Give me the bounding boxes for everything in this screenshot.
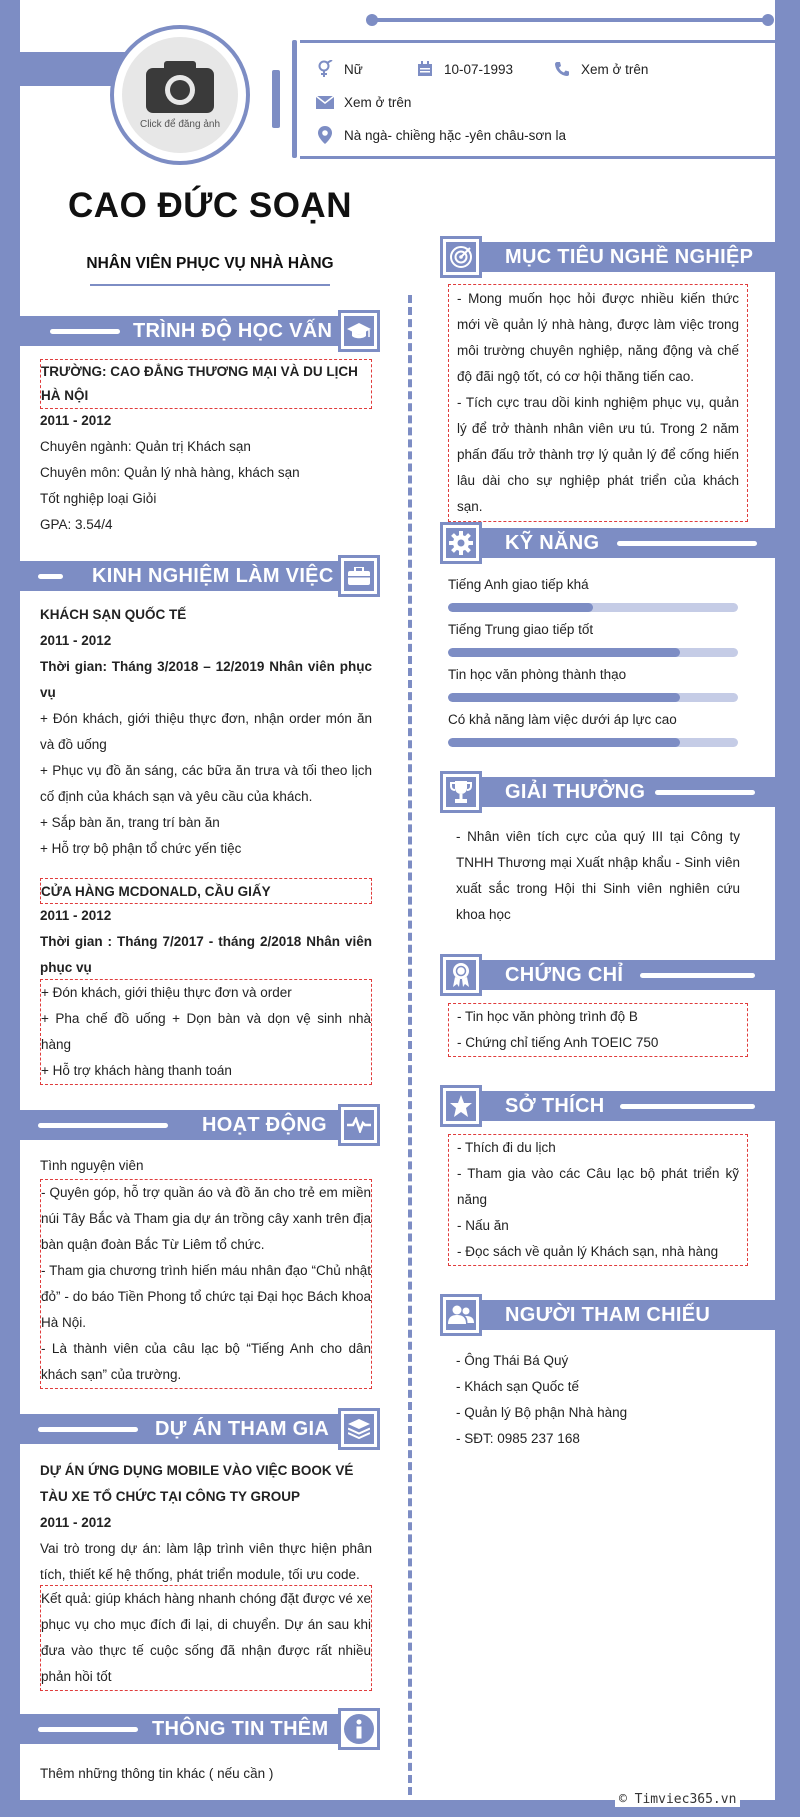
extra-info bbox=[40, 1761, 372, 1787]
footer-watermark: © Timviec365.vn bbox=[615, 1792, 740, 1807]
column-divider bbox=[408, 295, 412, 1795]
section-title: KINH NGHIỆM LÀM VIỆC bbox=[92, 565, 334, 587]
job-years: 2011 - 2012 bbox=[40, 908, 112, 923]
decor-bar bbox=[292, 40, 297, 158]
avatar-hint: Click để đăng ảnh bbox=[139, 118, 221, 130]
frame-top-dot bbox=[366, 14, 378, 26]
phone-value: Xem ở trên bbox=[581, 61, 649, 77]
objective-paragraph: - Mong muốn học hỏi được nhiều kiến thức mới về quản lý nhà hàng, được làm việc trong môi trường chuyên nghiệp, năng động và chế độ đãi ngộ tốt, có cơ hội thăng tiến cao. bbox=[457, 291, 739, 384]
activity-role bbox=[40, 1153, 372, 1179]
frame-top-dot bbox=[762, 14, 774, 26]
education-details bbox=[40, 408, 372, 538]
address-value: Nà ngà- chiềng hặc -yên châu-sơn la bbox=[344, 127, 566, 143]
skill-item bbox=[448, 622, 738, 657]
job-duty: + Hỗ trợ bộ phận tổ chức yến tiệc bbox=[40, 841, 242, 856]
activity-item: - Quyên góp, hỗ trợ quần áo và đồ ăn cho trẻ em miền núi Tây Bắc và Tham gia dự án trồng cây xanh trên địa bàn quận đoàn Bắc Từ Liêm tổ chức. bbox=[41, 1185, 371, 1252]
extra-info-text: Thêm những thông tin khác ( nếu cần ) bbox=[40, 1766, 274, 1781]
hobby-item: - Tham gia vào các Câu lạc bộ phát triển kỹ năng bbox=[457, 1166, 739, 1207]
skill-label: Tiếng Trung giao tiếp tốt bbox=[448, 622, 594, 637]
education-graduation: Tốt nghiệp loại Giỏi bbox=[40, 491, 157, 506]
activity-item: - Tham gia chương trình hiến máu nhân đạo “Chủ nhật đỏ” - do báo Tiền Phong tổ chức tại Đại học Bách khoa Hà Nội. bbox=[41, 1263, 371, 1330]
contact-line bbox=[300, 40, 775, 43]
education-years: 2011 - 2012 bbox=[40, 413, 112, 428]
certificate-item: - Chứng chỉ tiếng Anh TOEIC 750 bbox=[457, 1035, 659, 1050]
skill-item bbox=[448, 577, 738, 612]
contact-gender bbox=[316, 60, 363, 78]
trophy-icon bbox=[446, 777, 476, 807]
section-projects-header bbox=[20, 1408, 385, 1450]
section-education-header bbox=[20, 310, 385, 352]
layers-icon bbox=[344, 1414, 374, 1444]
certificate-item: - Tin học văn phòng trình độ B bbox=[457, 1009, 638, 1024]
job-1 bbox=[40, 602, 372, 862]
certificates-list bbox=[448, 1003, 748, 1057]
job-years: 2011 - 2012 bbox=[40, 633, 112, 648]
section-title: THÔNG TIN THÊM bbox=[152, 1718, 329, 1740]
users-icon bbox=[446, 1300, 476, 1330]
section-extra-header bbox=[20, 1708, 385, 1750]
activity-item: - Là thành viên của câu lạc bộ “Tiếng Anh cho dân khách sạn” của trường. bbox=[41, 1341, 371, 1382]
skill-bar bbox=[448, 693, 738, 702]
contact-birthday bbox=[416, 60, 513, 78]
skill-bar-fill bbox=[448, 693, 680, 702]
section-hobbies-header bbox=[440, 1085, 775, 1127]
project-result bbox=[40, 1585, 372, 1691]
skill-item bbox=[448, 712, 738, 747]
section-title: MỤC TIÊU NGHỀ NGHIỆP bbox=[505, 246, 754, 268]
phone-icon bbox=[553, 60, 571, 78]
section-objective-header bbox=[440, 236, 775, 278]
contact-email bbox=[316, 93, 411, 111]
reference-item: - Ông Thái Bá Quý bbox=[456, 1353, 569, 1368]
school-name-box bbox=[40, 359, 372, 409]
job-time: Thời gian: Tháng 3/2018 – 12/2019 Nhân viên phục vụ bbox=[40, 659, 372, 700]
project-details bbox=[40, 1458, 372, 1588]
section-title: SỞ THÍCH bbox=[505, 1095, 605, 1117]
hobby-item: - Nấu ăn bbox=[457, 1218, 509, 1233]
skill-bar bbox=[448, 648, 738, 657]
job-duty: + Đón khách, giới thiệu thực đơn và order bbox=[41, 985, 292, 1000]
gender-value: Nữ bbox=[344, 61, 363, 77]
job-2-header bbox=[40, 903, 372, 981]
email-icon bbox=[316, 93, 334, 111]
job-duty: + Đón khách, giới thiệu thực đơn, nhận order món ăn và đồ uống bbox=[40, 711, 372, 752]
activity-role-text: Tình nguyện viên bbox=[40, 1158, 144, 1173]
decor-bar bbox=[272, 70, 280, 128]
skill-label: Tin học văn phòng thành thạo bbox=[448, 667, 627, 682]
skill-bar-fill bbox=[448, 738, 680, 747]
education-gpa: GPA: 3.54/4 bbox=[40, 517, 113, 532]
skill-bar-fill bbox=[448, 603, 593, 612]
section-title: DỰ ÁN THAM GIA bbox=[155, 1418, 330, 1440]
job-duty: + Sắp bàn ăn, trang trí bàn ăn bbox=[40, 815, 220, 830]
star-icon bbox=[446, 1091, 476, 1121]
reference-item: - Khách sạn Quốc tế bbox=[456, 1379, 580, 1394]
education-major: Chuyên ngành: Quản trị Khách sạn bbox=[40, 439, 251, 454]
project-name: DỰ ÁN ỨNG DỤNG MOBILE VÀO VIỆC BOOK VÉ TÀU XE TỔ CHỨC TẠI CÔNG TY GROUP bbox=[40, 1463, 354, 1504]
school-name: TRƯỜNG: CAO ĐẲNG THƯƠNG MẠI VÀ DU LỊCH HÀ NỘI bbox=[41, 364, 358, 403]
section-title: CHỨNG CHỈ bbox=[505, 964, 624, 986]
candidate-name: CAO ĐỨC SOẠN bbox=[68, 186, 352, 225]
title-underline bbox=[90, 284, 330, 286]
skill-bar-fill bbox=[448, 648, 680, 657]
info-icon bbox=[344, 1714, 374, 1744]
calendar-icon bbox=[416, 60, 434, 78]
section-activities-header bbox=[20, 1104, 385, 1146]
job-company: KHÁCH SẠN QUỐC TẾ bbox=[40, 607, 187, 622]
objective-text bbox=[448, 284, 748, 522]
section-awards-header bbox=[440, 771, 775, 813]
hobby-item: - Thích đi du lịch bbox=[457, 1140, 556, 1155]
skill-label: Có khả năng làm việc dưới áp lực cao bbox=[448, 712, 677, 727]
pulse-icon bbox=[344, 1110, 374, 1140]
project-role: Vai trò trong dự án: làm lập trình viên thực hiện phân tích, thiết kế hệ thống, phát triển module, tối ưu code. bbox=[40, 1541, 372, 1582]
job-time: Thời gian : Tháng 7/2017 - tháng 2/2018 Nhân viên phục vụ bbox=[40, 934, 372, 975]
section-skills-header bbox=[440, 522, 775, 564]
section-references-header bbox=[440, 1294, 775, 1336]
awards-text bbox=[448, 824, 748, 928]
section-experience-header bbox=[20, 555, 385, 597]
section-title: GIẢI THƯỞNG bbox=[505, 781, 646, 803]
gear-icon bbox=[446, 528, 476, 558]
section-certificates-header bbox=[440, 954, 775, 996]
section-title: TRÌNH ĐỘ HỌC VẤN bbox=[133, 320, 333, 342]
candidate-job-title: NHÂN VIÊN PHỤC VỤ NHÀ HÀNG bbox=[86, 255, 334, 272]
briefcase-icon bbox=[344, 561, 374, 591]
project-result-text: Kết quả: giúp khách hàng nhanh chóng đặt được vé xe phục vụ cho mục đích đi lại, di chuyển. Dự án sau khi đưa vào thực tế cuộc sống đã nhận được rất nhiều phản hồi tốt bbox=[41, 1591, 371, 1684]
email-value: Xem ở trên bbox=[344, 94, 412, 110]
section-title: KỸ NĂNG bbox=[505, 532, 600, 554]
award-item: - Nhân viên tích cực của quý III tại Công ty TNHH Thương mại Xuất nhập khẩu - Sinh viên xuất sắc trong Hội thi Sinh viên nghiên cứu khoa học bbox=[456, 829, 740, 922]
contact-phone bbox=[553, 60, 648, 78]
frame-right bbox=[775, 0, 800, 1817]
skill-label: Tiếng Anh giao tiếp khá bbox=[448, 577, 589, 592]
skill-item bbox=[448, 667, 738, 702]
location-icon bbox=[316, 126, 334, 144]
job-duty: + Phục vụ đồ ăn sáng, các bữa ăn trưa và tối theo lịch cố định của khách sạn và yêu cầu của khách. bbox=[40, 763, 372, 804]
job-company: CỬA HÀNG MCDONALD, CẦU GIẤY bbox=[41, 884, 271, 899]
reference-item: - Quản lý Bộ phận Nhà hàng bbox=[456, 1405, 628, 1420]
objective-paragraph: - Tích cực trau dồi kinh nghiệm phục vụ, quản lý để trở thành nhân viên ưu tú. Trong 2 năm phấn đấu trở thành trợ lý quản lý để cống hiến lâu dài cho sự nghiệp phát triển của khách sạn. bbox=[457, 395, 739, 514]
skill-bar bbox=[448, 603, 738, 612]
job-duty: + Hỗ trợ khách hàng thanh toán bbox=[41, 1063, 232, 1078]
contact-address bbox=[316, 126, 566, 144]
skill-bar bbox=[448, 738, 738, 747]
target-icon bbox=[446, 242, 476, 272]
reference-item: - SĐT: 0985 237 168 bbox=[456, 1431, 580, 1446]
education-specialty: Chuyên môn: Quản lý nhà hàng, khách sạn bbox=[40, 465, 300, 480]
references-list bbox=[448, 1348, 748, 1452]
certificate-icon bbox=[446, 960, 476, 990]
section-title: HOẠT ĐỘNG bbox=[202, 1114, 327, 1136]
birthday-value: 10-07-1993 bbox=[444, 61, 514, 77]
hobbies-list bbox=[448, 1134, 748, 1266]
graduation-cap-icon bbox=[344, 316, 374, 346]
frame-left bbox=[0, 0, 20, 1817]
activity-details bbox=[40, 1179, 372, 1389]
job-duty: + Pha chế đồ uống + Dọn bàn và dọn vệ sinh nhà hàng bbox=[41, 1011, 371, 1052]
job-2-company-box bbox=[40, 878, 372, 904]
job-2-duties bbox=[40, 979, 372, 1085]
gender-icon bbox=[316, 60, 334, 78]
avatar-upload[interactable] bbox=[122, 37, 238, 153]
contact-line bbox=[300, 156, 775, 159]
section-title: NGƯỜI THAM CHIẾU bbox=[505, 1304, 711, 1326]
hobby-item: - Đọc sách về quản lý Khách sạn, nhà hàng bbox=[457, 1244, 719, 1259]
camera-icon bbox=[146, 61, 214, 113]
frame-top-line bbox=[370, 18, 770, 22]
project-years: 2011 - 2012 bbox=[40, 1515, 112, 1530]
